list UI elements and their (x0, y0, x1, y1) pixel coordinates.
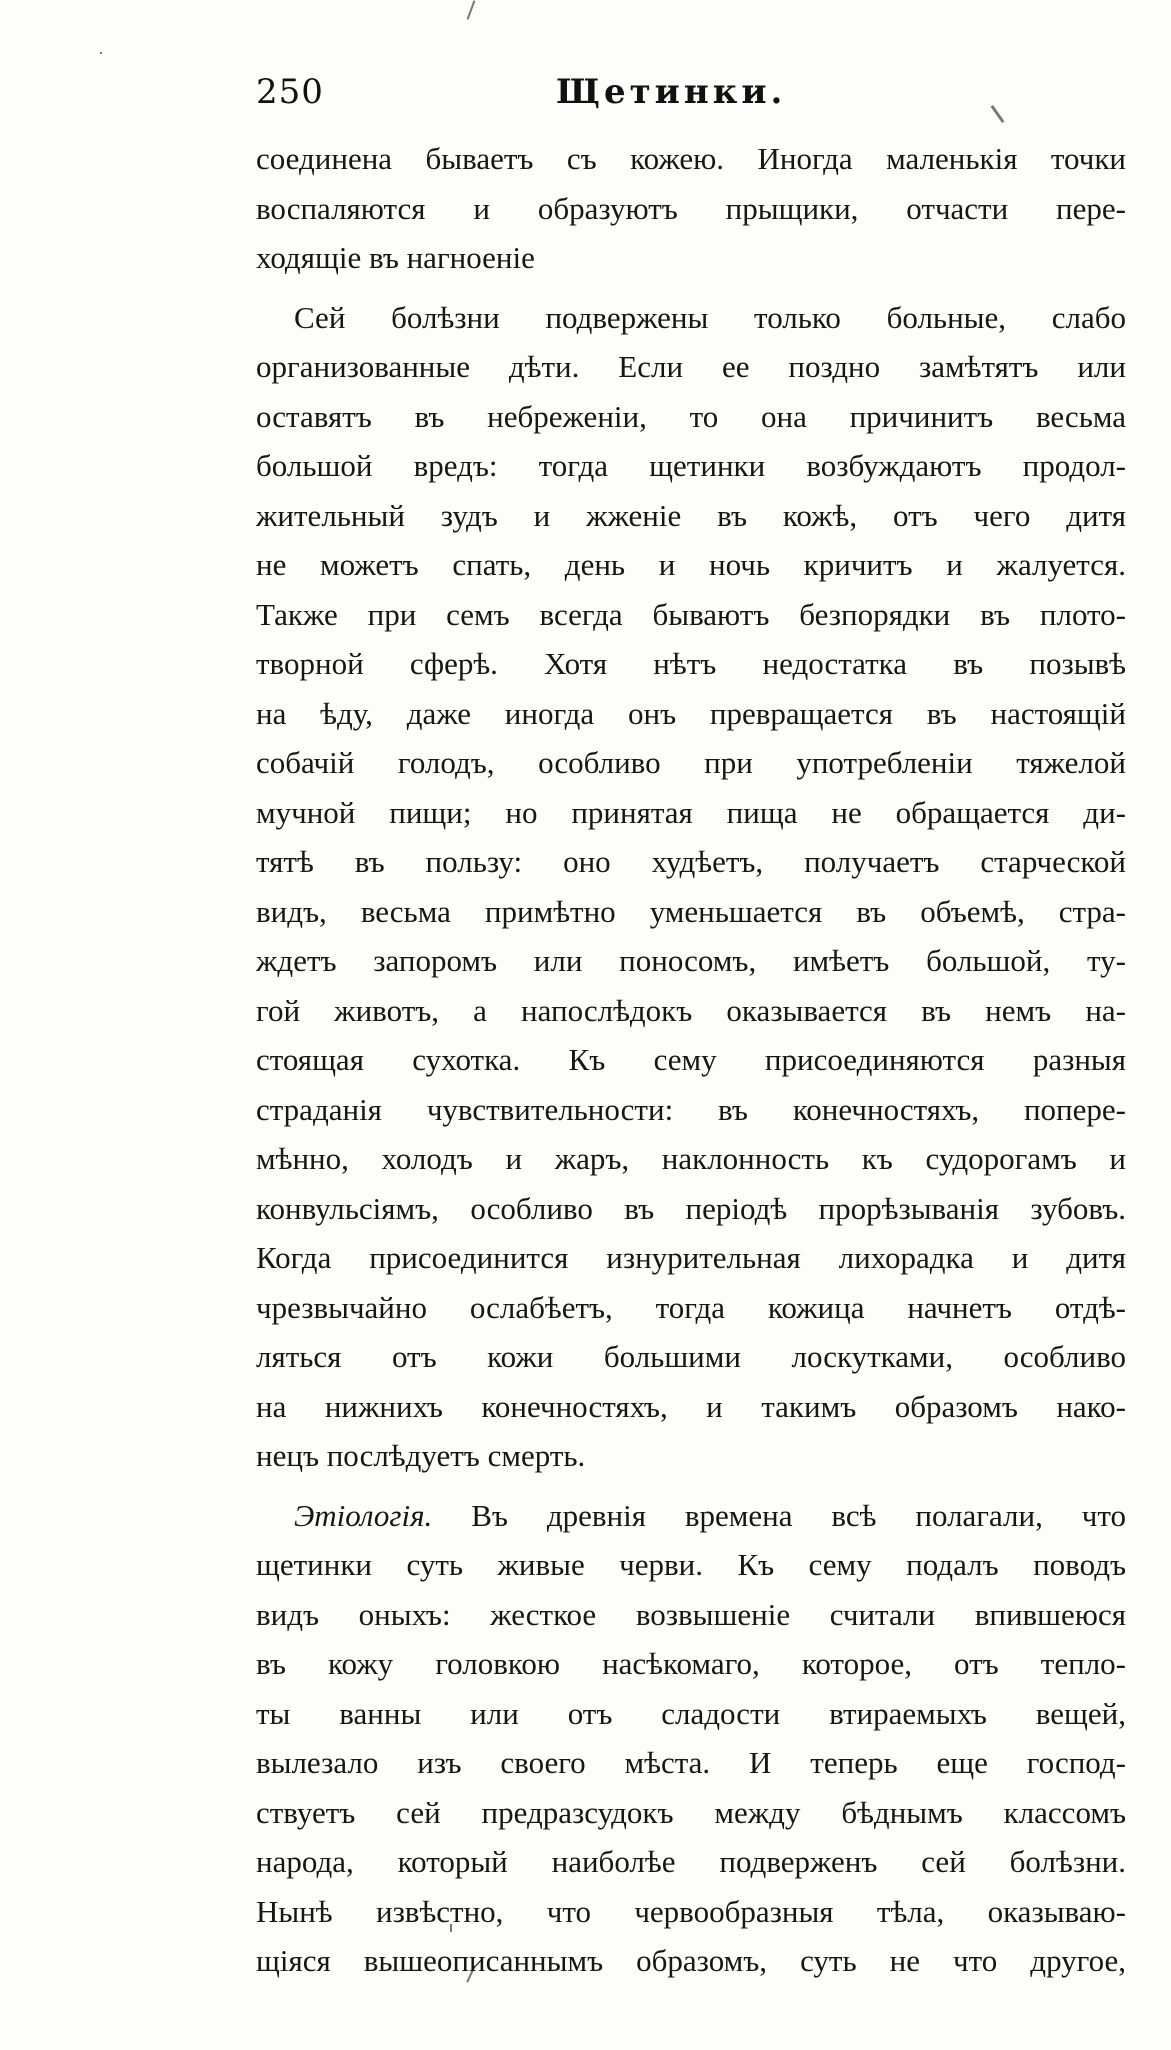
text-line: видъ, весьма примѣтно уменьшается въ объемѣ, стра- (256, 893, 1126, 929)
text-line: Нынѣ извѣстно, что червообразныя тѣла, оказываю- (256, 1893, 1126, 1929)
text-line: стоящая сухотка. Къ сему присоединяются разныя (256, 1042, 1126, 1077)
text-line: видъ оныхъ: жесткое возвышеніе считали впившеюся (256, 1596, 1126, 1632)
section-lead-continuation: Въ древнія времена всѣ полагали, что (471, 1497, 1126, 1533)
running-title: Щетинки. (556, 72, 787, 112)
text-line: народа, который наиболѣе подверженъ сей болѣзни. (256, 1844, 1126, 1879)
text-line: щетинки суть живые черви. Къ сему подалъ поводъ (256, 1547, 1126, 1582)
text-line: ты ванны или отъ сладости втираемыхъ вещей, (256, 1695, 1126, 1731)
paragraph-1 (256, 134, 1126, 283)
text-line: щіяся вышеописаннымъ образомъ, суть не что другое, (256, 1943, 1126, 1978)
text-line: жительный зудъ и жженіе въ кожѣ, отъ чего дитя (256, 497, 1126, 533)
scan-speck (100, 52, 102, 54)
text-line: ждетъ запоромъ или поносомъ, имѣетъ большой, ту- (256, 943, 1126, 978)
text-line: чрезвычайно ослабѣетъ, тогда кожица начнетъ отдѣ- (256, 1289, 1126, 1325)
section-lead: Этіологія. (294, 1497, 433, 1533)
page-number: 250 (256, 72, 324, 112)
text-line: соединена бываетъ съ кожею. Иногда маленькія точки (256, 141, 1126, 176)
scan-speck (991, 105, 1005, 123)
text-line: страданія чувствительности: въ конечностяхъ, попере- (256, 1091, 1126, 1127)
text-line: Сей болѣзни подвержены только больные, слабо (294, 299, 1126, 335)
text-line: организованные дѣти. Если ее поздно замѣтятъ или (256, 349, 1126, 384)
text-line: тятѣ въ пользу: оно худѣетъ, получаетъ старческой (256, 844, 1126, 879)
text-line: въ кожу головкою насѣкомаго, которое, отъ тепло- (256, 1646, 1126, 1681)
text-line: ствуетъ сей предразсудокъ между бѣднымъ классомъ (256, 1794, 1126, 1830)
text-line: мучной пищи; но принятая пища не обращается ди- (256, 794, 1126, 830)
text-line: нецъ послѣдуетъ смерть. (256, 1438, 586, 1473)
paragraph-2 (256, 293, 1126, 1481)
scan-speck (467, 0, 476, 19)
text-line: ляться отъ кожи большими лоскутками, особливо (256, 1339, 1126, 1374)
text-line: творной сферѣ. Хотя нѣтъ недостатка въ позывѣ (256, 646, 1126, 681)
text-line: гой животъ, а напослѣдокъ оказывается въ немъ на- (256, 992, 1126, 1028)
text-line: ходящіе въ нагноеніе (256, 240, 535, 275)
text-line: на нижнихъ конечностяхъ, и такимъ образомъ нако- (256, 1388, 1126, 1424)
text-line: Когда присоединится изнурительная лихорадка и дитя (256, 1240, 1126, 1275)
paragraph-3 (256, 1491, 1126, 1986)
text-line (256, 1491, 1126, 1541)
text-line: Также при семъ всегда бываютъ безпорядки въ плото- (256, 596, 1126, 632)
running-head (256, 72, 836, 122)
text-line: собачій голодъ, особливо при употребленіи тяжелой (256, 745, 1126, 780)
text-line: мѣнно, холодъ и жаръ, наклонность къ судорогамъ и (256, 1141, 1126, 1176)
text-line: на ѣду, даже иногда онъ превращается въ настоящій (256, 695, 1126, 731)
text-body (256, 134, 1126, 1986)
text-line: оставятъ въ небреженіи, то она причинитъ весьма (256, 398, 1126, 434)
text-line: конвульсіямъ, особливо въ періодѣ прорѣзыванія зубовъ. (256, 1190, 1126, 1226)
text-line: большой вредъ: тогда щетинки возбуждаютъ продол- (256, 448, 1126, 483)
text-line: воспаляются и образуютъ прыщики, отчасти пере- (256, 190, 1126, 226)
text-line: не можетъ спать, день и ночь кричитъ и жалуется. (256, 547, 1126, 582)
text-line: вылезало изъ своего мѣста. И теперь еще господ- (256, 1745, 1126, 1780)
